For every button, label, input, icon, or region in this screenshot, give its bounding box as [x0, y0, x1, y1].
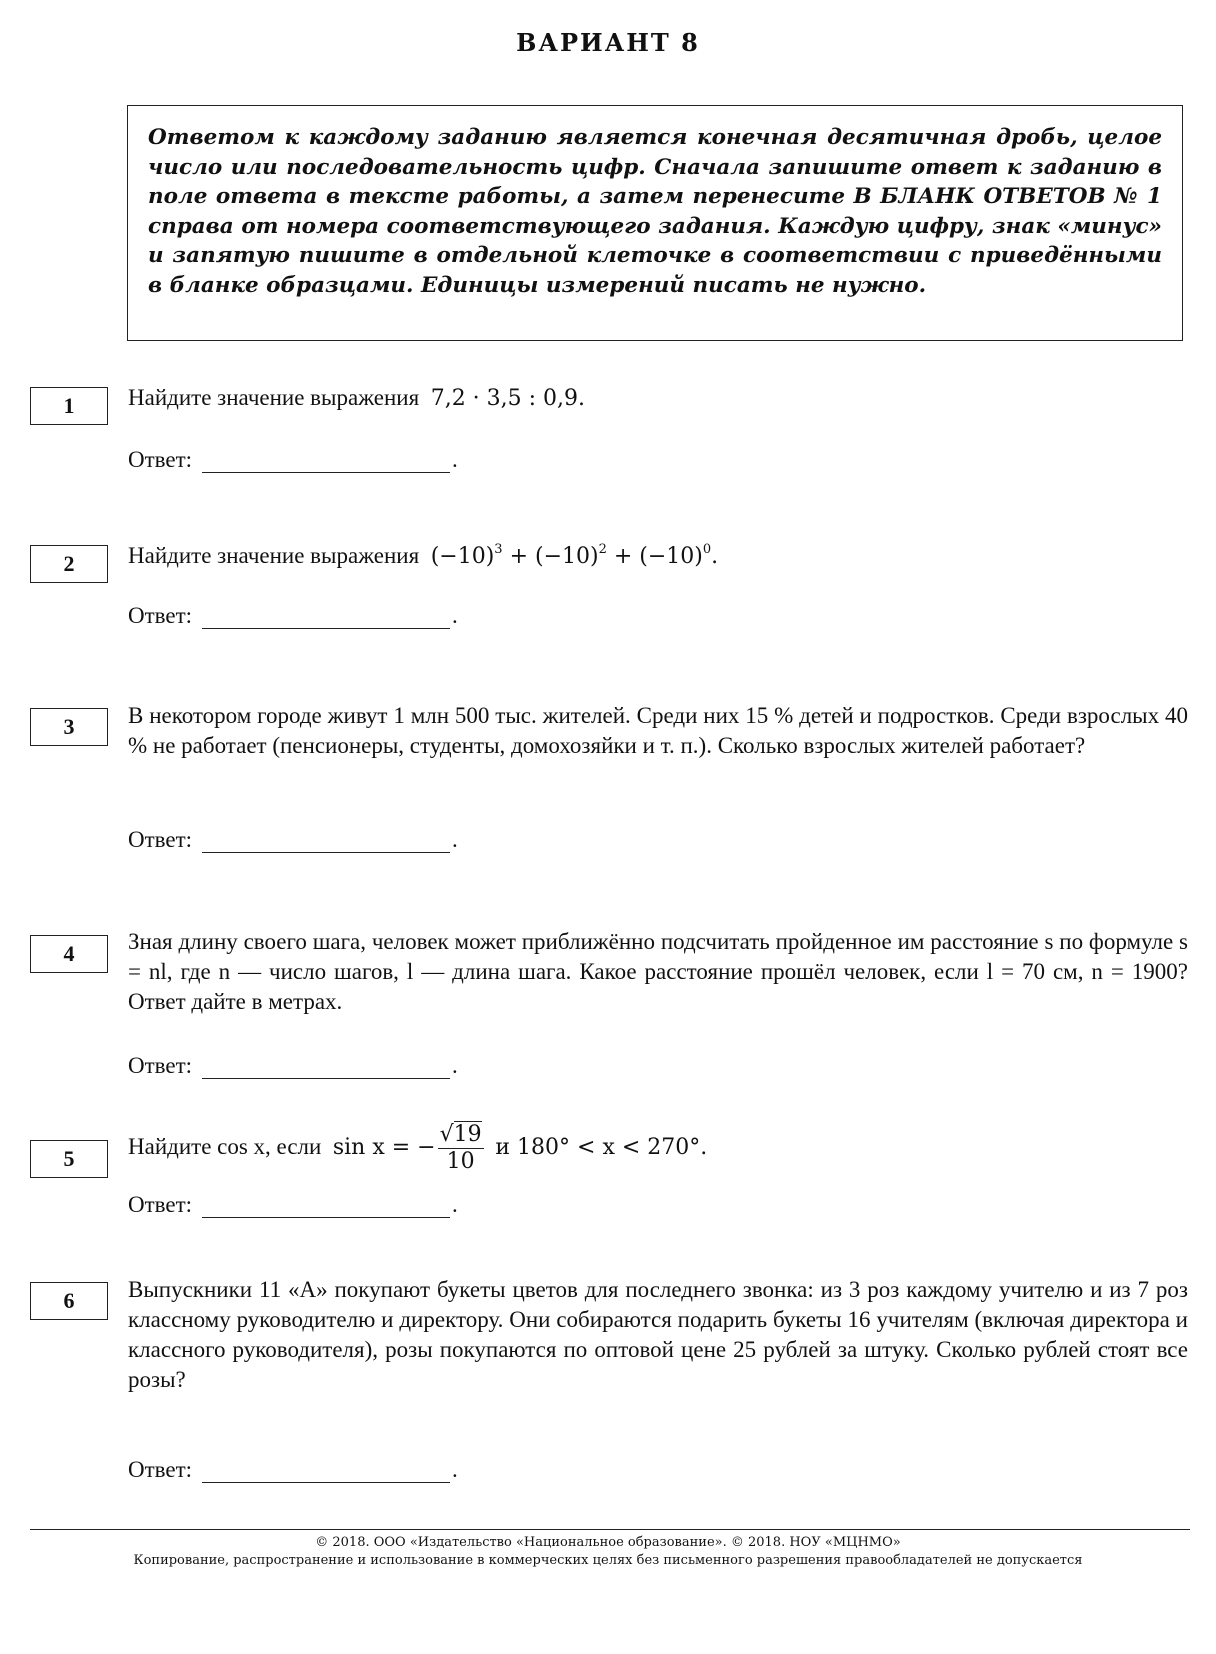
task-2-prompt: Найдите значение выражения	[128, 543, 420, 568]
task-5-equation: sin x = −	[332, 1134, 436, 1160]
instructions-box: Ответом к каждому заданию является конечная десятичная дробь, целое число или последовательность цифр. Сначала запишите ответ к заданию в поле ответа в тексте работы, а затем перенесите В БЛАНК ОТВЕТОВ № 1 справа от номера соответствующего задания. Каждую цифру, знак «минус» и запятую пишите в отдельной клеточке в соответствии с приведёнными в бланке образцами. Единицы измерений писать не нужно.	[127, 105, 1183, 341]
footer-copyright: © 2018. ООО «Издательство «Национальное образование». © 2018. НОУ «МЦНМО»	[315, 1535, 901, 1550]
task-number-2: 2	[30, 545, 108, 583]
task-6-text: Выпускники 11 «А» покупают букеты цветов для последнего звонка: из 3 роз каждому учителю и из 7 роз классному руководителю и директору. Они собираются подарить букеты 16 учителям (включая директора и классного руководителя), розы покупаются по оптовой цене 25 рублей за штуку. Сколько рублей стоят все розы?	[128, 1277, 1188, 1392]
task-1-prompt: Найдите значение выражения	[128, 385, 420, 410]
task-3-text: В некотором городе живут 1 млн 500 тыс. жителей. Среди них 15 % детей и подростков. Среди взрослых 40 % не работает (пенсионеры, студенты, домохозяйки и т. п.). Сколько взрослых жителей работает?	[128, 703, 1188, 758]
task-number-1: 1	[30, 387, 108, 425]
answer-label: Ответ:	[128, 447, 193, 472]
answer-label: Ответ:	[128, 1192, 193, 1217]
answer-row-6: Ответ: .	[128, 1457, 458, 1482]
answer-row-2: Ответ: .	[128, 603, 458, 628]
answer-field-1[interactable]	[202, 452, 450, 473]
answer-field-6[interactable]	[202, 1462, 450, 1483]
task-number-4: 4	[30, 935, 108, 973]
task-2-text	[128, 541, 1188, 572]
task-5-text	[128, 1122, 1188, 1175]
sqrt-sign: √	[439, 1122, 454, 1147]
answer-row-1: Ответ: .	[128, 447, 458, 472]
task-1-expression: 7,2 · 3,5 : 0,9.	[430, 386, 586, 411]
page-title: ВАРИАНТ 8	[516, 28, 700, 57]
task-number-5: 5	[30, 1140, 108, 1178]
answer-label: Ответ:	[128, 1053, 193, 1078]
task-4-text: Зная длину своего шага, человек может приближённо подсчитать пройденное им расстояние s по формуле s = nl, где n — число шагов, l — длина шага. Какое расстояние прошёл человек, если l = 70 см, n = 1900? Ответ дайте в метрах.	[128, 929, 1188, 1014]
answer-label: Ответ:	[128, 1457, 193, 1482]
answer-field-2[interactable]	[202, 608, 450, 629]
footer-notice: Копирование, распространение и использование в коммерческих целях без письменного разрешения правообладателей не допускается	[133, 1553, 1083, 1568]
answer-field-5[interactable]	[202, 1197, 450, 1218]
task-5-fraction: $\frac{√19}{10}$	[439, 1122, 482, 1174]
footer-divider	[30, 1529, 1190, 1530]
answer-label: Ответ:	[128, 603, 193, 628]
answer-field-3[interactable]	[202, 832, 450, 853]
task-number-3: 3	[30, 708, 108, 746]
answer-row-4: Ответ: .	[128, 1053, 458, 1078]
answer-row-5: Ответ: .	[128, 1192, 458, 1217]
task-5-prompt: Найдите cos x, если	[128, 1133, 322, 1159]
answer-row-3: Ответ: .	[128, 827, 458, 852]
task-2-expression: $(-10)^3 + (-10)^2 + (-10)^0$.	[430, 542, 719, 569]
answer-field-4[interactable]	[202, 1058, 450, 1079]
task-1-text	[128, 383, 1188, 414]
task-5-condition: и 180° < x < 270°.	[495, 1134, 708, 1160]
answer-label: Ответ:	[128, 827, 193, 852]
task-number-6: 6	[30, 1282, 108, 1320]
